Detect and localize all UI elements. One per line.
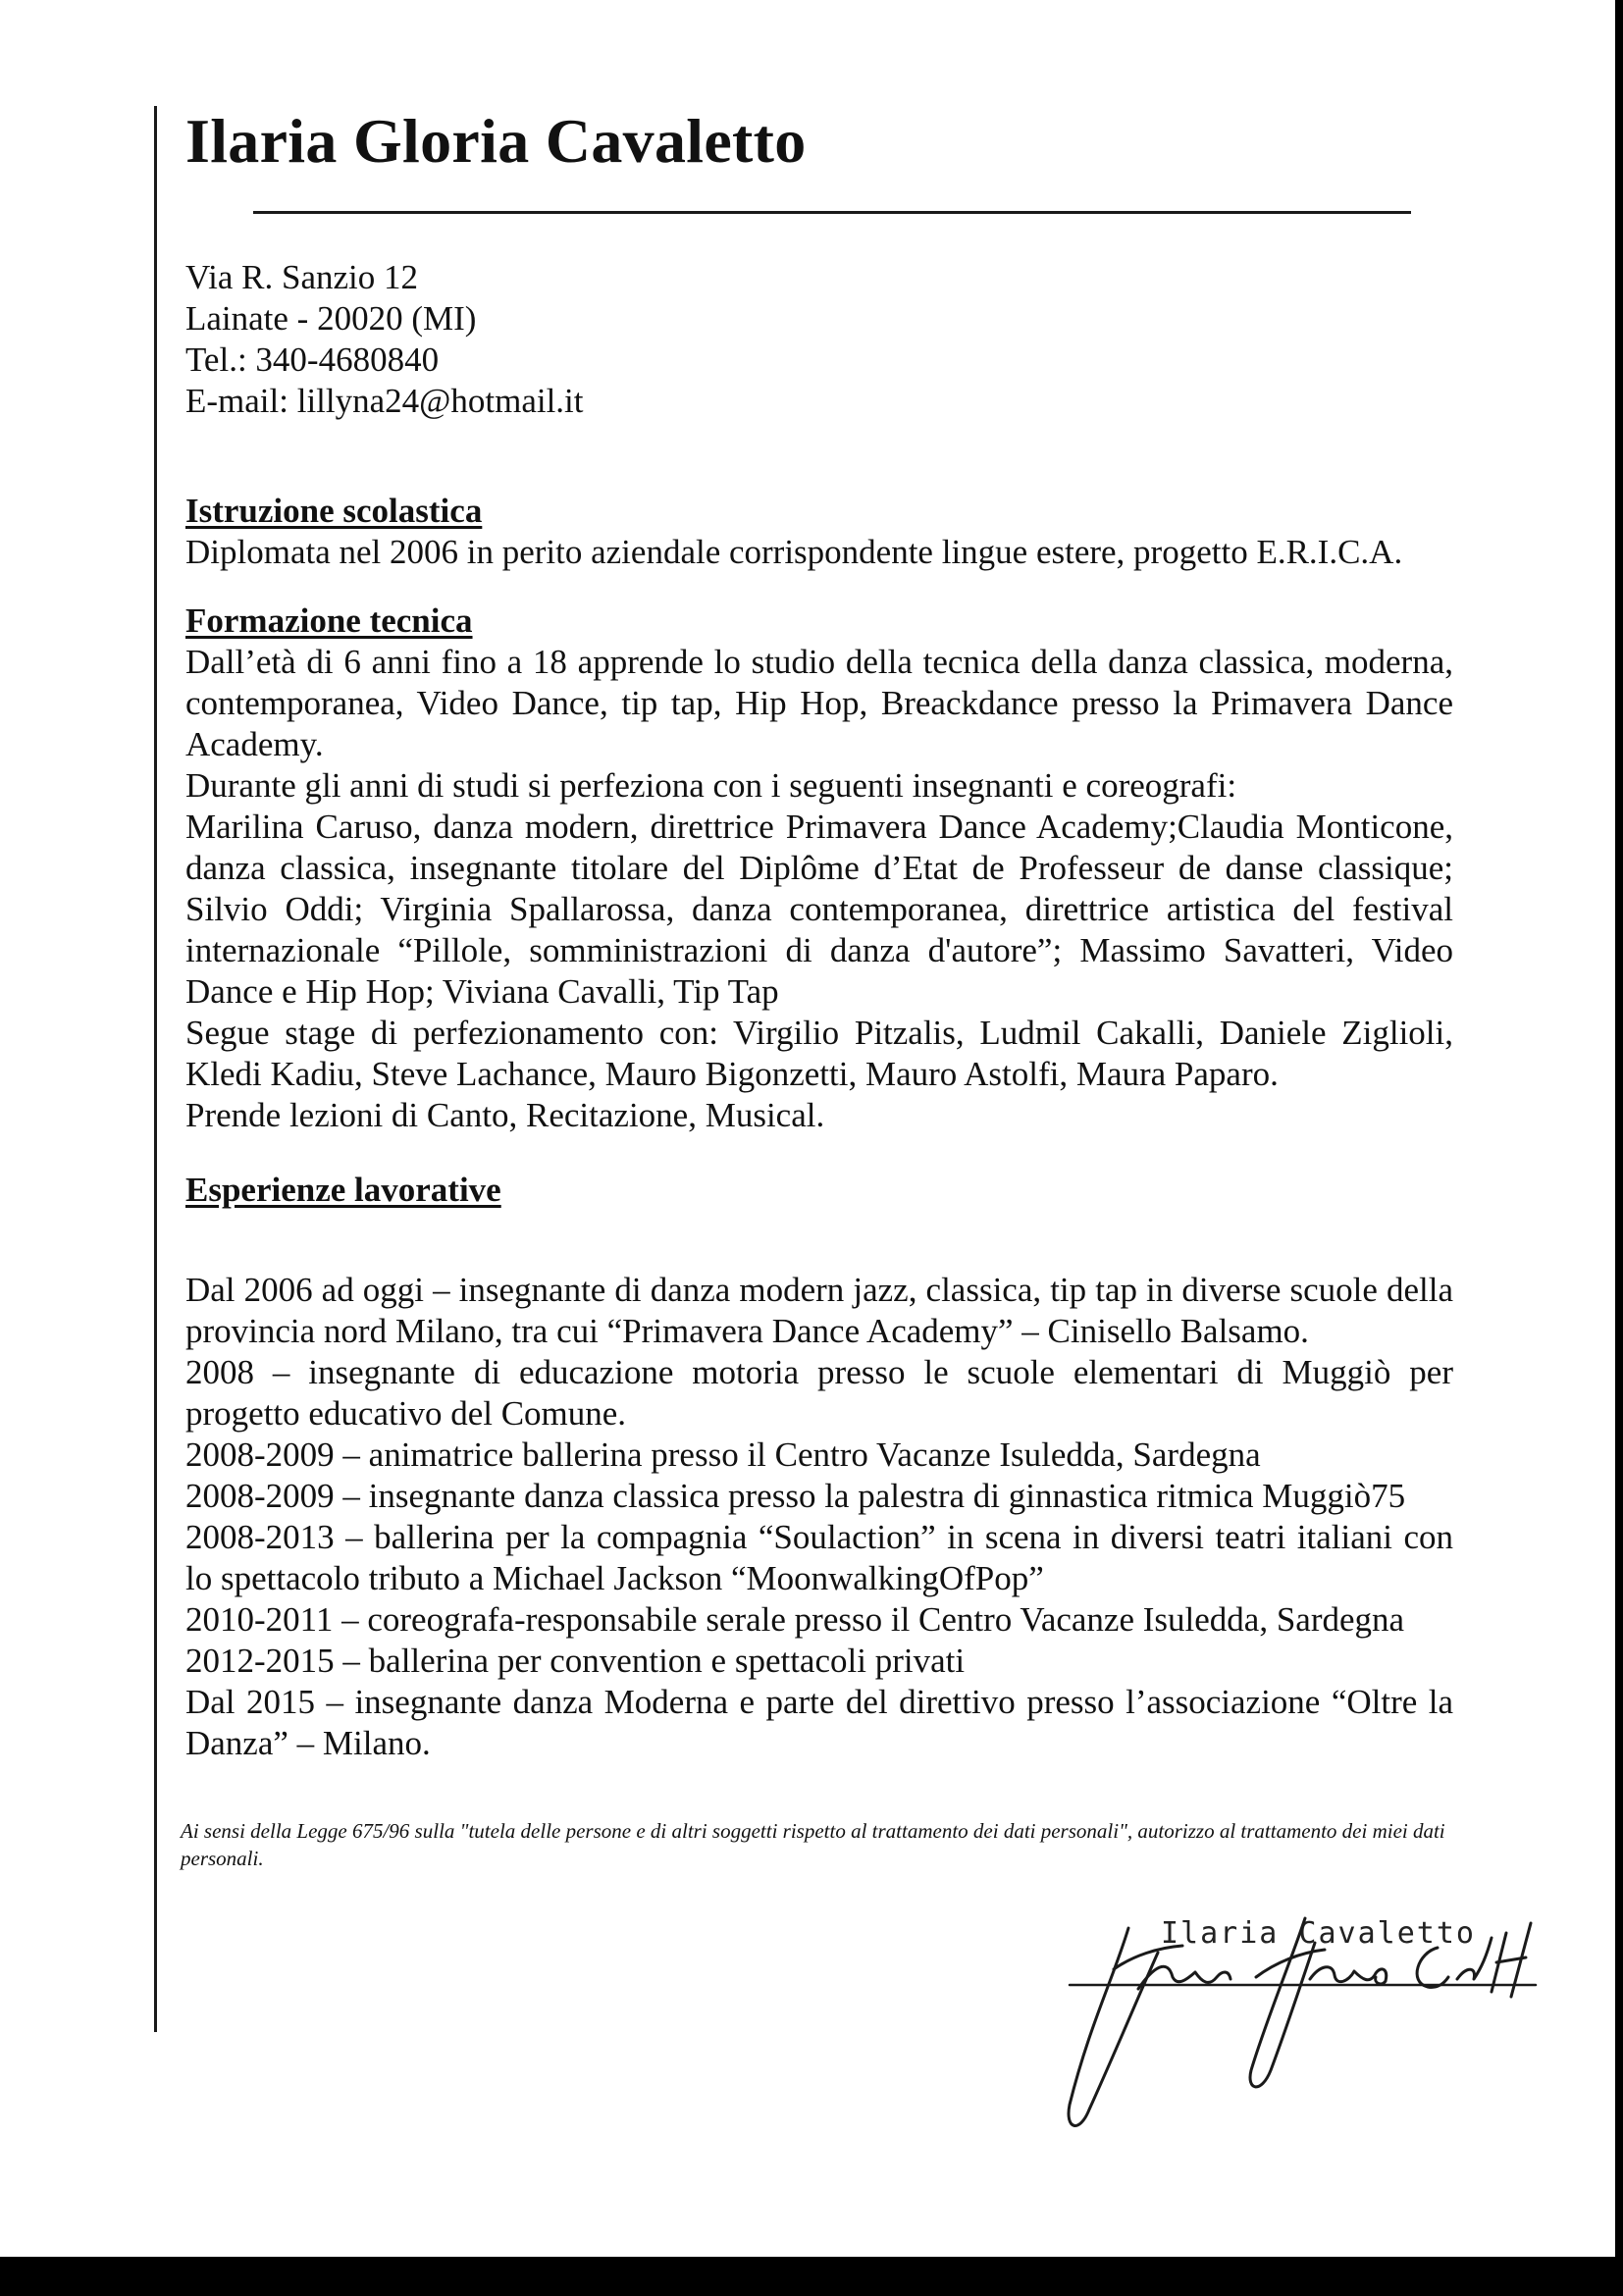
contact-block	[185, 257, 584, 422]
signature-typed-name: Ilaria Cavaletto	[1161, 1916, 1476, 1951]
cv-name-title: Ilaria Gloria Cavaletto	[185, 106, 807, 176]
privacy-consent-note: Ai sensi della Legge 675/96 sulla "tutela delle persone e di altri soggetti rispetto al trattamento dei dati personali", autorizzo al trattamento dei miei dati personali.	[181, 1819, 1445, 1870]
section-heading-istruzione: Istruzione scolastica	[185, 492, 483, 530]
scan-edge-right	[1615, 0, 1623, 2296]
esperienza-item: 2008-2013 – ballerina per la compagnia “Soulaction” in scena in diversi teatri italiani con lo spettacolo tributo a Michael Jackson “MoonwalkingOfPop”	[185, 1518, 1453, 1597]
formazione-paragraph: Durante gli anni di studi si perfeziona con i seguenti insegnanti e coreografi:	[185, 766, 1237, 805]
esperienza-item: 2010-2011 – coreografa-responsabile serale presso il Centro Vacanze Isuledda, Sardegna	[185, 1600, 1405, 1639]
section-heading-formazione: Formazione tecnica	[185, 601, 473, 640]
section-heading-esperienze: Esperienze lavorative	[185, 1171, 501, 1209]
contact-email: E-mail: lillyna24@hotmail.it	[185, 382, 584, 420]
margin-rule	[154, 106, 157, 2032]
istruzione-text: Diplomata nel 2006 in perito aziendale corrispondente lingue estere, progetto E.R.I.C.A.	[185, 533, 1403, 571]
scan-edge-bottom	[0, 2257, 1623, 2296]
esperienza-item: 2012-2015 – ballerina per convention e spettacoli privati	[185, 1642, 966, 1680]
esperienza-item: Dal 2006 ad oggi – insegnante di danza modern jazz, classica, tip tap in diverse scuole della provincia nord Milano, tra cui “Primavera Dance Academy” – Cinisello Balsamo.	[185, 1271, 1453, 1350]
contact-address: Via R. Sanzio 12	[185, 258, 419, 296]
contact-phone: Tel.: 340-4680840	[185, 340, 440, 379]
formazione-paragraph: Dall’età di 6 anni fino a 18 apprende lo studio della tecnica della danza classica, moderna, contemporanea, Video Dance, tip tap, Hip Hop, Breackdance presso la Primavera Dance Academy.	[185, 643, 1453, 763]
esperienza-item: Dal 2015 – insegnante danza Moderna e parte del direttivo presso l’associazione “Oltre la Danza” – Milano.	[185, 1683, 1453, 1762]
handwritten-signature	[1021, 1908, 1550, 2144]
esperienza-item: 2008-2009 – animatrice ballerina presso il Centro Vacanze Isuledda, Sardegna	[185, 1435, 1261, 1474]
formazione-paragraph: Prende lezioni di Canto, Recitazione, Musical.	[185, 1096, 825, 1134]
section-istruzione	[185, 491, 1453, 573]
formazione-paragraph: Segue stage di perfezionamento con: Virgilio Pitzalis, Ludmil Cakalli, Daniele Ziglioli, Kledi Kadiu, Steve Lachance, Mauro Bigonzetti, Mauro Astolfi, Maura Paparo.	[185, 1014, 1453, 1093]
formazione-paragraph: Marilina Caruso, danza modern, direttrice Primavera Dance Academy;Claudia Monticone, danza classica, insegnante titolare del Diplôme d’Etat de Professeur de danse classique; Silvio Oddi; Virginia Spallarossa, danza contemporanea, direttrice artistica del festival internazionale “Pillole, somministrazioni di danza d'autore”; Massimo Savatteri, Video Dance e Hip Hop; Viviana Cavalli, Tip Tap	[185, 808, 1453, 1011]
section-esperienze	[185, 1170, 1453, 1764]
contact-city: Lainate - 20020 (MI)	[185, 299, 477, 338]
title-divider	[253, 211, 1411, 214]
esperienza-item: 2008 – insegnante di educazione motoria presso le scuole elementari di Muggiò per progetto educativo del Comune.	[185, 1353, 1453, 1433]
section-formazione	[185, 600, 1453, 1136]
esperienza-item: 2008-2009 – insegnante danza classica presso la palestra di ginnastica ritmica Muggiò75	[185, 1477, 1406, 1515]
